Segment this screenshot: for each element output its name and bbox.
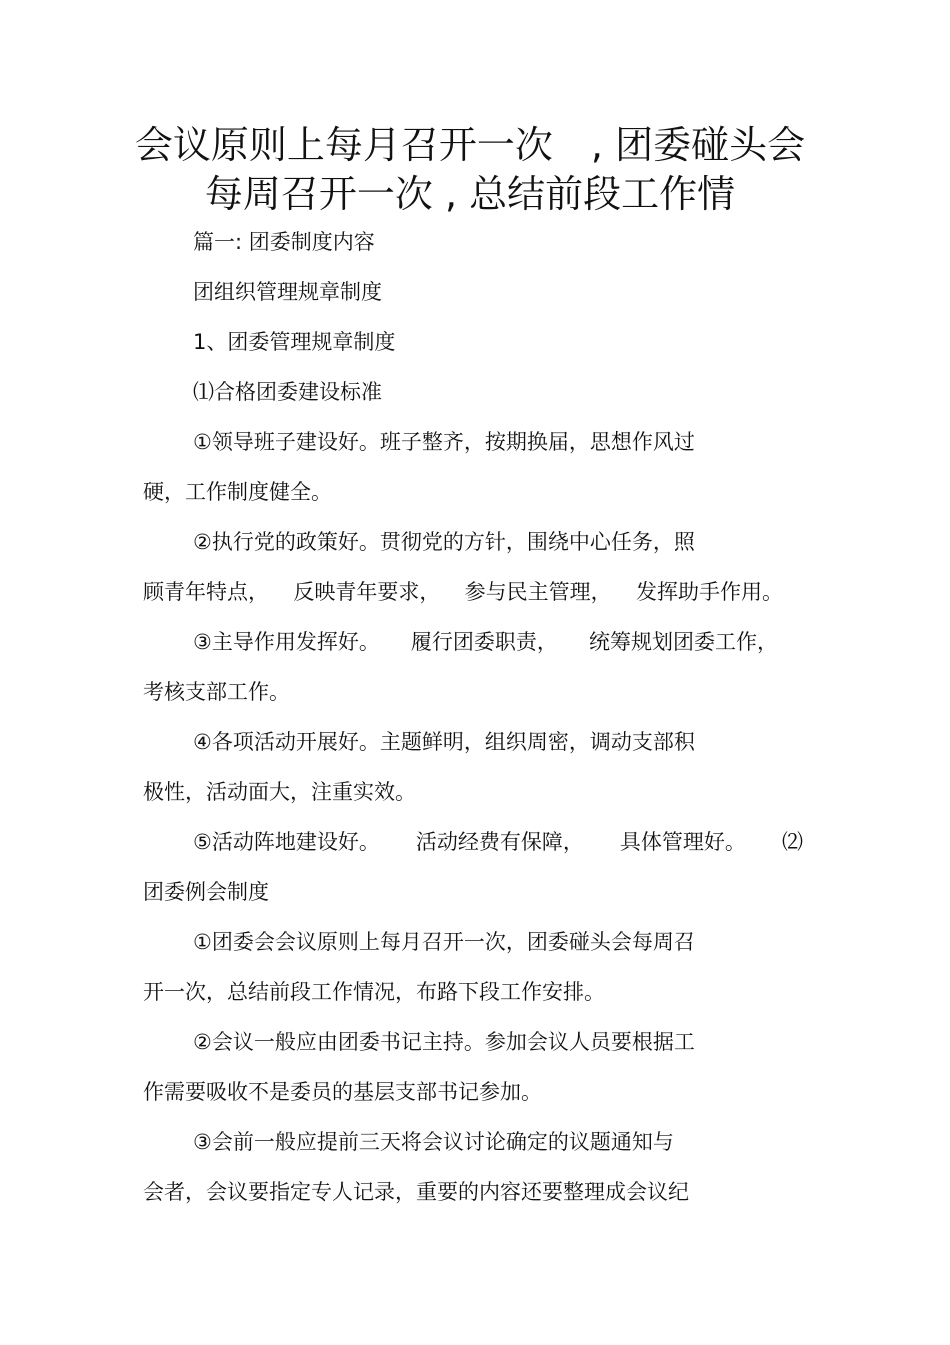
section-heading: 篇一: 团委制度内容 <box>193 230 375 254</box>
text-segment: 顾青年特点， <box>143 580 269 604</box>
paragraph-line: 会者，会议要指定专人记录，重要的内容还要整理成会议纪 <box>143 1180 689 1204</box>
paragraph-line: 作需要吸收不是委员的基层支部书记参加。 <box>143 1080 542 1104</box>
paragraph-line: ②会议一般应由团委书记主持。参加会议人员要根据工 <box>193 1030 695 1054</box>
text-segment: ③主导作用发挥好。 <box>193 630 380 654</box>
paragraph-line: ①领导班子建设好。班子整齐，按期换届，思想作风过 <box>193 430 695 454</box>
paragraph-line: ②执行党的政策好。贯彻党的方针，围绕中心任务，照 <box>193 530 695 554</box>
paragraph-line: 硬，工作制度健全。 <box>143 480 332 504</box>
text-segment: 反映青年要求， <box>293 580 441 604</box>
text-segment: ⑤活动阵地建设好。 <box>193 830 380 854</box>
paragraph-line: ③会前一般应提前三天将会议讨论确定的议题通知与 <box>193 1130 674 1154</box>
numbered-heading: 1、团委管理规章制度 <box>193 330 396 354</box>
paragraph-line: 团委例会制度 <box>143 880 269 904</box>
text-segment: ⑵ <box>781 830 803 854</box>
subheading: 团组织管理规章制度 <box>193 280 382 304</box>
paragraph-line: 极性，活动面大，注重实效。 <box>143 780 416 804</box>
paragraph-line: ①团委会会议原则上每月召开一次，团委碰头会每周召 <box>193 930 695 954</box>
paragraph-line <box>143 578 783 606</box>
text-segment: 具体管理好。 <box>619 830 746 854</box>
text-segment: 参与民主管理， <box>464 580 612 604</box>
sub-item-heading: ⑴合格团委建设标准 <box>193 380 382 404</box>
text-segment: 履行团委职责， <box>410 630 558 654</box>
paragraph-line <box>193 628 778 656</box>
paragraph-line: 考核支部工作。 <box>143 680 290 704</box>
paragraph-line: ④各项活动开展好。主题鲜明，组织周密，调动支部积 <box>193 730 695 754</box>
text-segment: 发挥助手作用。 <box>635 580 783 604</box>
paragraph-line <box>193 828 803 856</box>
text-segment: 统筹规划团委工作， <box>588 630 778 654</box>
document-title-line-2: 每周召开一次 , 总结前段工作情 <box>204 172 736 216</box>
document-title-line-1: 会议原则上每月召开一次 , 团委碰头会 <box>134 123 806 167</box>
text-segment: 活动经费有保障， <box>415 830 584 854</box>
paragraph-line: 开一次，总结前段工作情况，布路下段工作安排。 <box>143 980 605 1004</box>
